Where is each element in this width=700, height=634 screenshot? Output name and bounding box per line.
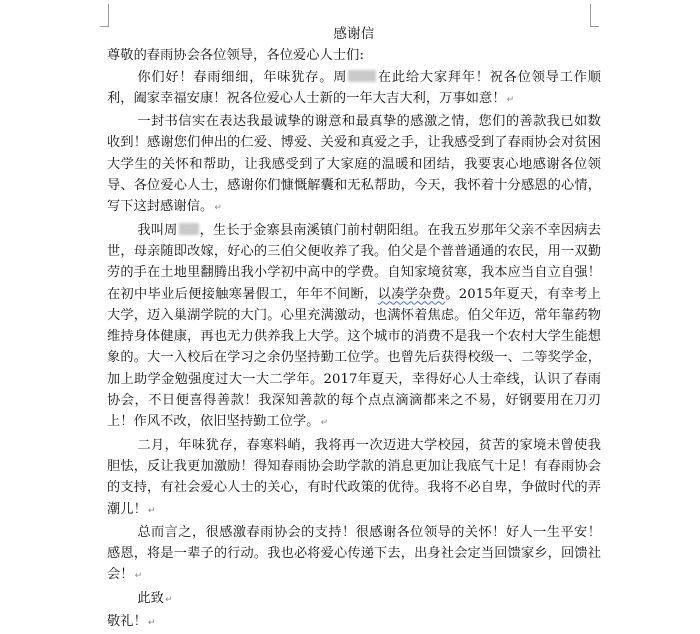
paragraph-mark-icon: ↵ [164,594,173,605]
letter-closing: 此致↵ [137,590,173,606]
spellcheck-underline: 以凑学杂费 [377,286,446,302]
redacted-name [348,70,376,82]
paragraph-mark-icon: ↵ [134,571,143,582]
letter-signoff: 敬礼！↵ [107,614,156,630]
letter-salutation: 尊敬的春雨协会各位领导，各位爱心人士们: [107,48,365,64]
paragraph-mark-icon: ↵ [506,94,515,105]
paragraph-background: 我叫周 ，生长于金寨县南溪镇门前村朝阳组。在我五岁那年父亲不幸因病去世，母亲随即改嫁，好心的三伯父便收养了我。伯父是个普普通通的农民，用一双勤劳的手在土地里翻腾出我小学初中高中的学费。自知家境贫寒，我本应当自立自强！在初中毕业后便接触寒暑假工，年年不间断，以凑学杂费。2015年夏天，有幸考上大学，迈入巢湖学院的大门。心里充满激动，也满怀着焦虑。伯父年迈，常年靠药物维持身体健康，再也无力供养我上大学。这个城市的消费不是我一个农村大学生能想象的。大一入校后在学习之余仍坚持勤工位学。也曾先后获得校级一、二等奖学金，加上助学金勉强度过大一大二学年。2017年夏天，幸得好心人士牵线，认识了春雨协会，不日便喜得善款！我深知善款的每个点点滴滴都来之不易，好钢要用在刀刃上！作风不改，依旧坚持勤工位学。↵ [107,222,601,430]
paragraph-mark-icon: ↵ [214,203,222,214]
paragraph-greeting: 你们好！春雨细细，年味犹存。周 在此给大家拜年！祝各位领导工作顺利，阖家幸福安康！祝各位爱心人士新的一年大吉大利，万事如意！↵ [107,69,601,106]
paragraph-mark-icon: ↵ [147,618,156,629]
letter-body[interactable] [107,24,601,634]
paragraph-mark-icon: ↵ [147,505,156,516]
paragraph-thanks: 一封书信实在表达我最诚挚的谢意和最真挚的感激之情，您们的善款我已如数收到！感谢您们伸出的仁爱、博爱、关爱和真爱之手，让我感受到了春雨协会对贫困大学生的关怀和帮助，让我感受到了大家庭的温暖和团结，我要衷心地感谢各位领导、各位爱心人士，感谢你们慷慨解囊和无私帮助，今天，我怀着十分感恩的心情，写下这封感谢信。↵ [107,114,601,215]
paragraph-february: 二月，年味犹存，春寒料峭，我将再一次迈进大学校园，贫苦的家境未曾使我胆怯，反让我更加激励！得知春雨协会助学款的消息更加让我底气十足！有春雨协会的支持，有社会爱心人士的关心，有时代政策的优待。我将不必自卑，争做时代的弄潮儿！↵ [107,437,601,517]
letter-title: 感谢信 [333,27,375,42]
redacted-name [179,223,199,235]
paragraph-mark-icon: ↵ [320,418,329,429]
paragraph-conclusion: 总而言之，很感激春雨协会的支持！很感谢各位领导的关怀！好人一生平安！感恩，将是一辈子的行动。我也必将爱心传递下去，出身社会定当回馈家乡，回馈社会！↵ [107,524,601,583]
